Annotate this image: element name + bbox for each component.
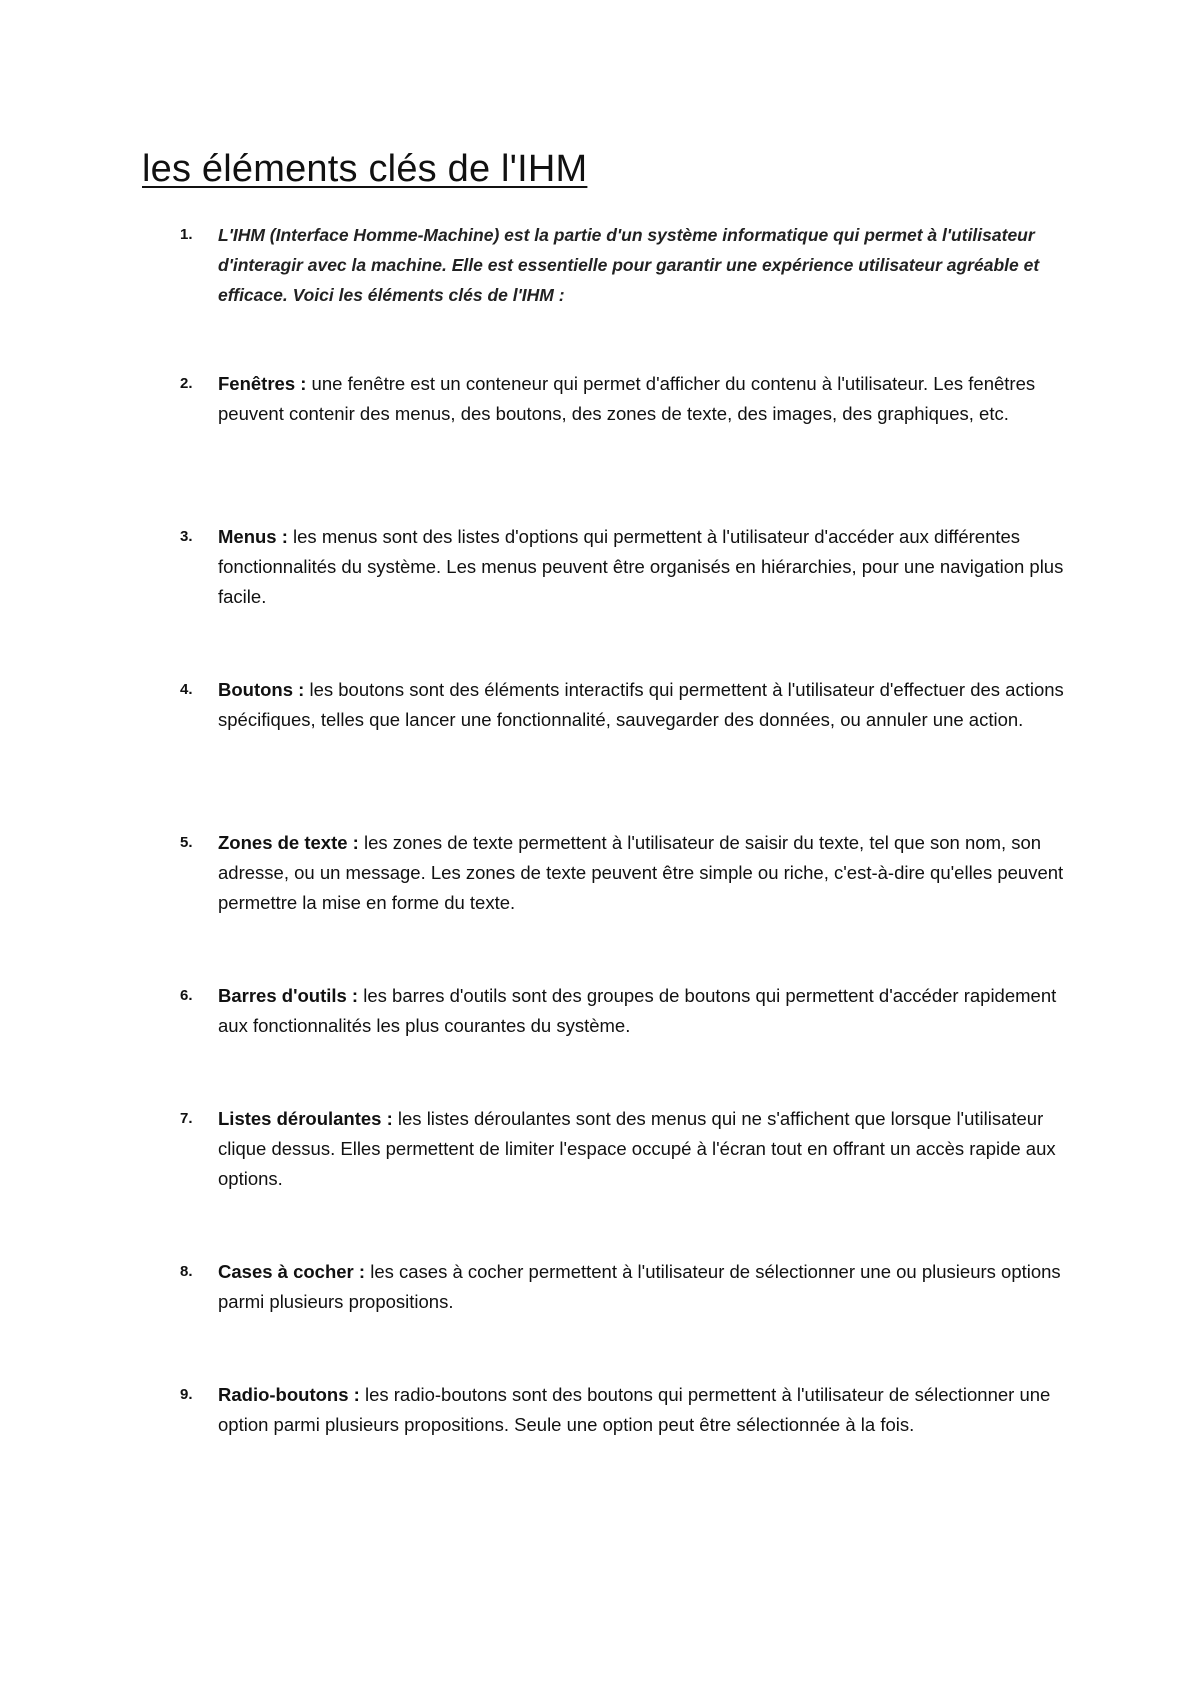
item-description: une fenêtre est un conteneur qui permet d'afficher du contenu à l'utilisateur. Les fenêtres peuvent contenir des menus, des boutons, des zones de texte, des images, des graphiques, etc. [218,373,1036,424]
list-number: 2. [180,375,193,392]
item-description: les listes déroulantes sont des menus qui ne s'affichent que lorsque l'utilisateur clique dessus. Elles permettent de limiter l'espace occupé à l'écran tout en offrant un accès rapide aux options. [218,1108,1056,1189]
item-term: Fenêtres : [218,373,307,394]
list-item-text [218,1257,1068,1317]
list-item-text [218,675,1068,735]
item-description: les cases à cocher permettent à l'utilisateur de sélectionner une ou plusieurs options parmi plusieurs propositions. [218,1261,1061,1312]
list-number: 6. [180,987,193,1004]
list-number: 4. [180,681,193,698]
item-description: les zones de texte permettent à l'utilisateur de saisir du texte, tel que son nom, son adresse, ou un message. Les zones de texte peuvent être simple ou riche, c'est-à-dire qu'elles peuvent permettre la mise en forme du texte. [218,832,1064,913]
item-term: Boutons : [218,679,305,700]
list-number: 7. [180,1110,193,1127]
list-number: 3. [180,528,193,545]
list-number: 1. [180,226,193,243]
item-description: les menus sont des listes d'options qui permettent à l'utilisateur d'accéder aux différentes fonctionnalités du système. Les menus peuvent être organisés en hiérarchies, pour une navigation plus facile. [218,526,1064,607]
item-term: Listes déroulantes : [218,1108,393,1129]
item-description: L'IHM (Interface Homme-Machine) est la partie d'un système informatique qui permet à l'utilisateur d'interagir avec la machine. Elle est essentielle pour garantir une expérience utilisateur agréable et efficace. Voici les éléments clés de l'IHM : [218,225,1040,305]
item-term: Menus : [218,526,288,547]
list-number: 5. [180,834,193,851]
item-term: Barres d'outils : [218,985,359,1006]
item-description: les boutons sont des éléments interactifs qui permettent à l'utilisateur d'effectuer des actions spécifiques, telles que lancer une fonctionnalité, sauvegarder des données, ou annuler une action. [218,679,1064,730]
list-item-text [218,828,1068,918]
list-item-text [218,369,1068,429]
item-description: les barres d'outils sont des groupes de boutons qui permettent d'accéder rapidement aux fonctionnalités les plus courantes du système. [218,985,1057,1036]
list-item-text [218,981,1068,1041]
list-item-text [218,522,1068,612]
item-term: Radio-boutons : [218,1384,360,1405]
item-term: Cases à cocher : [218,1261,366,1282]
list-number: 8. [180,1263,193,1280]
list-item-text [218,1104,1068,1194]
list-item-text [218,220,1068,310]
page-title: les éléments clés de l'IHM [142,148,588,190]
item-description: les radio-boutons sont des boutons qui permettent à l'utilisateur de sélectionner une option parmi plusieurs propositions. Seule une option peut être sélectionnée à la fois. [218,1384,1051,1435]
list-item-text [218,1380,1068,1440]
list-number: 9. [180,1386,193,1403]
item-term: Zones de texte : [218,832,359,853]
